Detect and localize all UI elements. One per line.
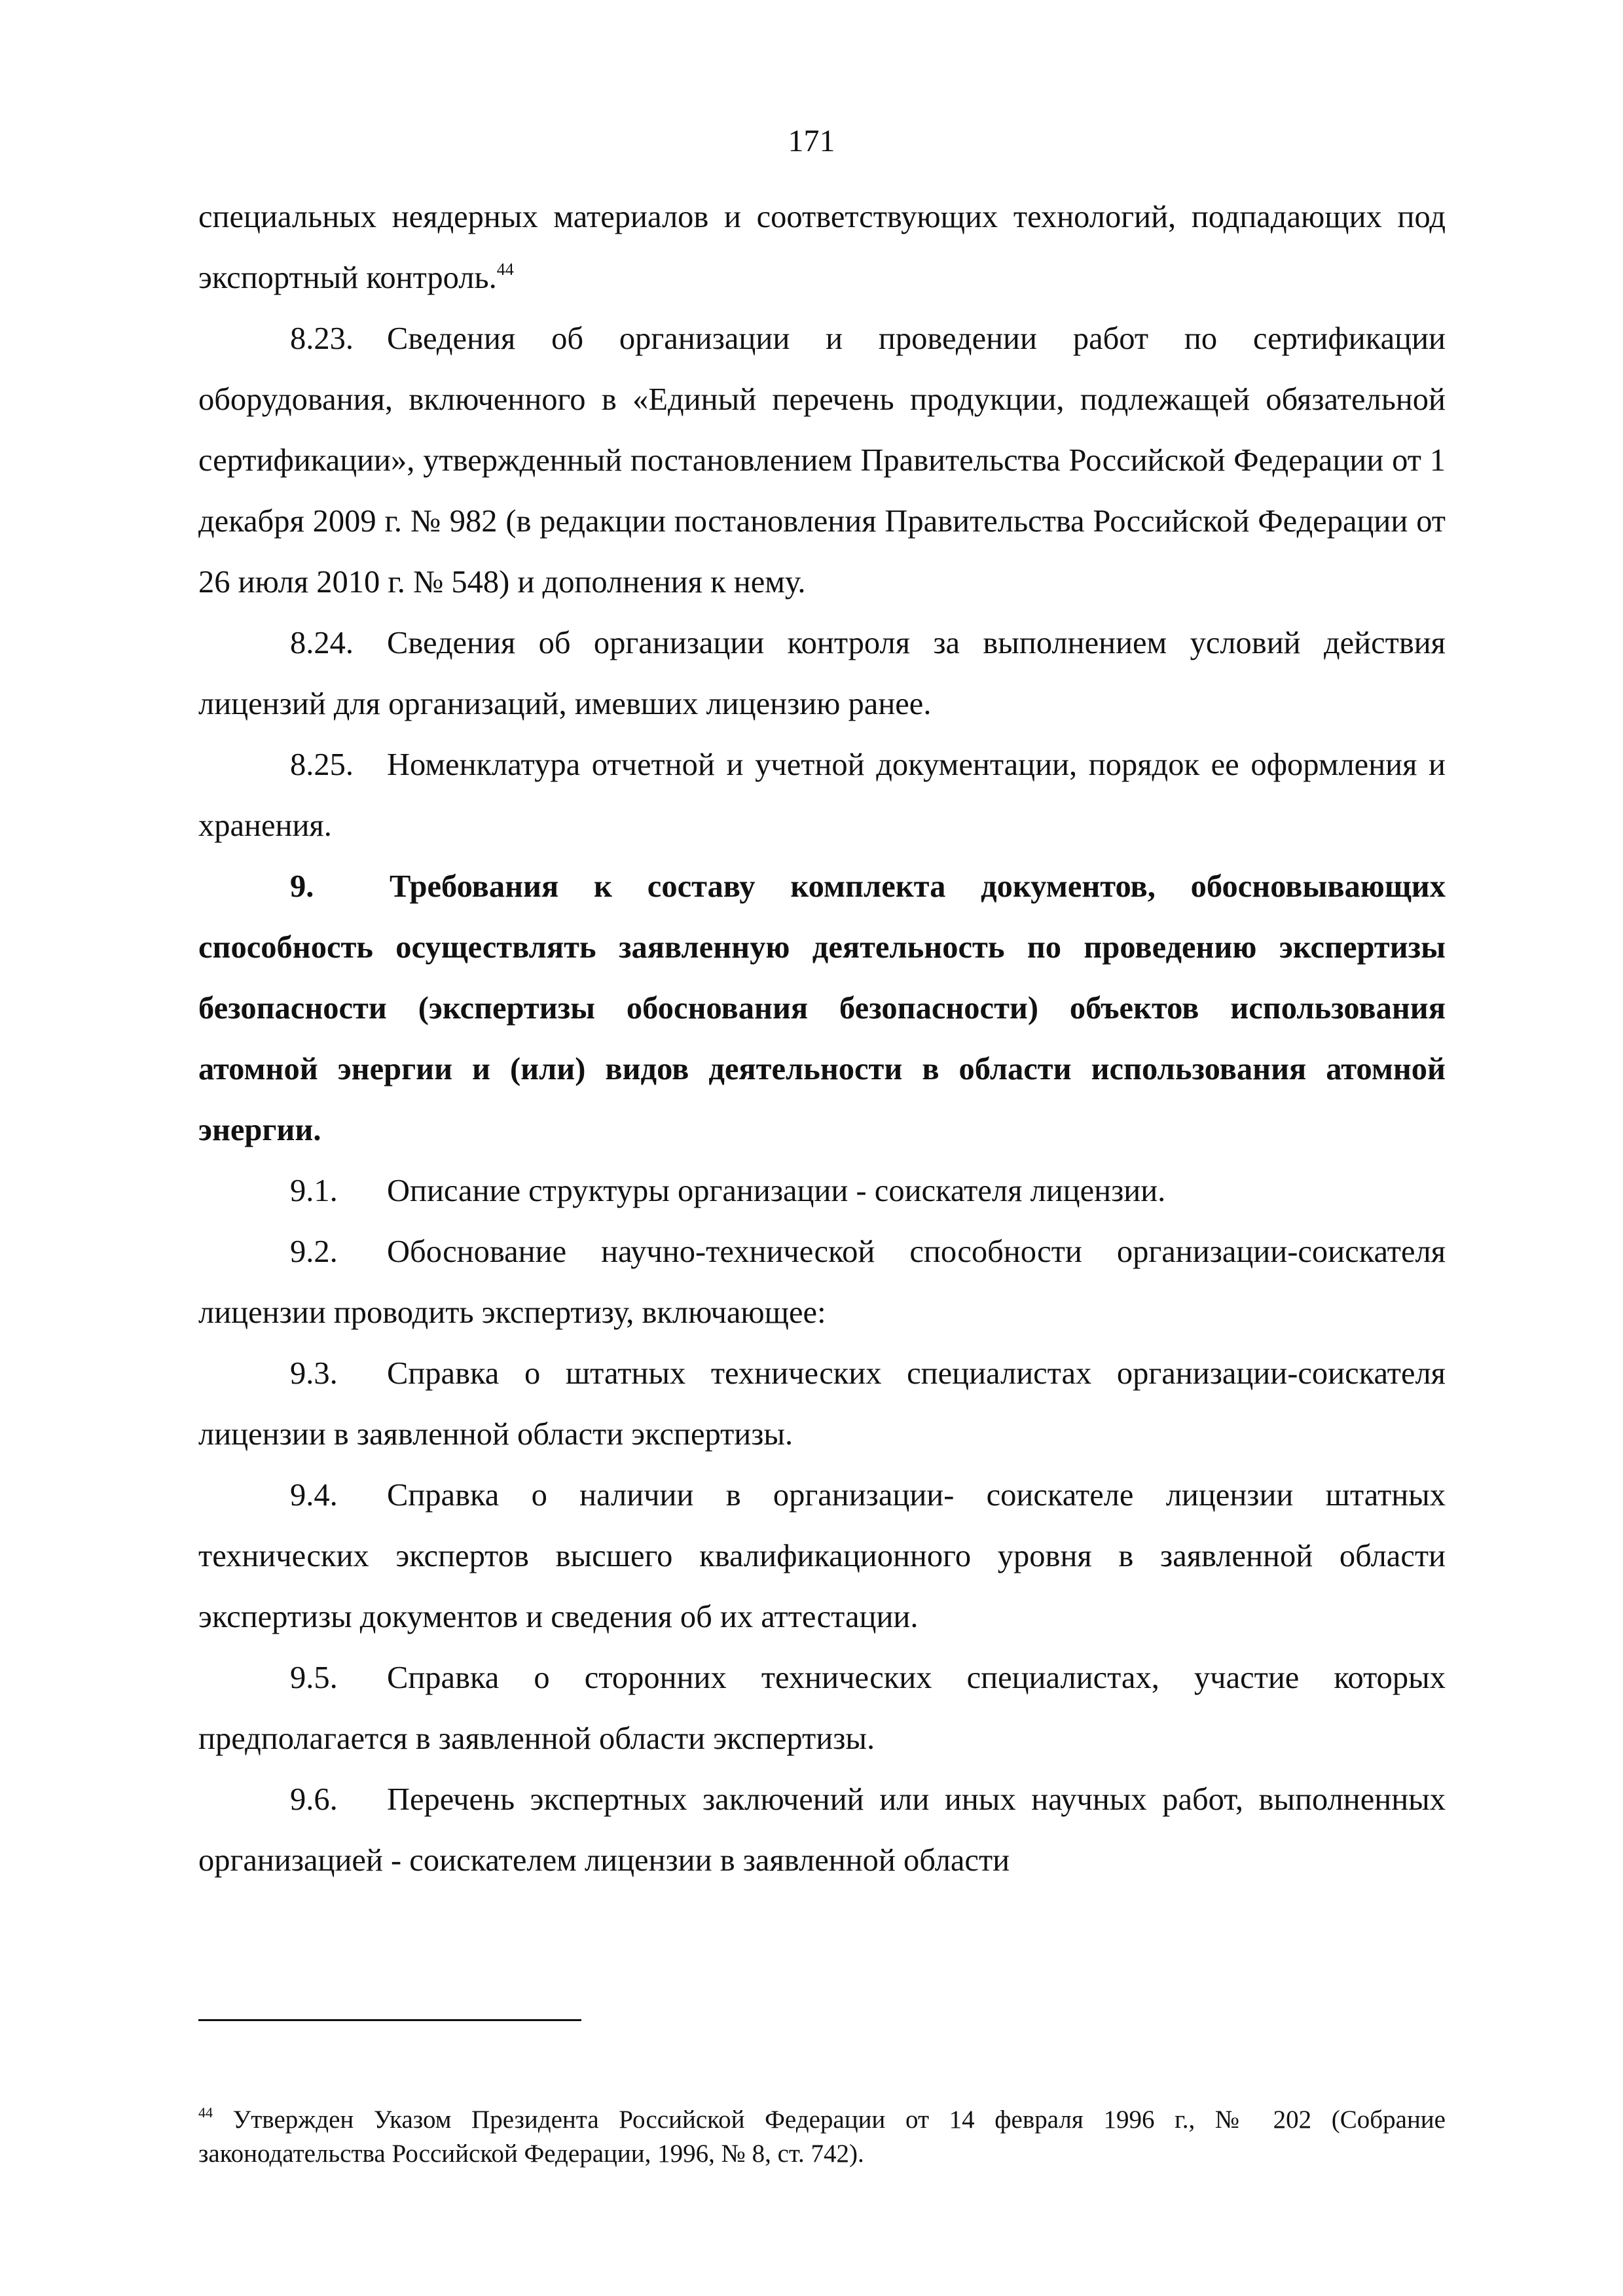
paragraph-number: 9.3. [290,1356,338,1391]
paragraph-text: специальных неядерных материалов и соответствующих технологий, подпадающих под экспортный контроль. [198,200,1446,295]
paragraph-text: Сведения об организации и проведении работ по сертификации оборудования, включенного в «Единый перечень продукции, подлежащей обязательной сертификации», утвержденный постановлением Правительства Российской Федерации от 1 декабря 2009 г. № 982 (в редакции постановления Правительства Российской Федерации от 26 июля 2010 г. № 548) и дополнения к нему. [198,321,1446,600]
paragraph-text: Описание структуры организации - соискателя лицензии. [387,1174,1166,1208]
paragraph-9-6 [198,1769,1446,1891]
paragraph-text: Номенклатура отчетной и учетной документации, порядок ее оформления и хранения. [198,747,1446,843]
paragraph-number: 9.4. [290,1478,338,1513]
paragraph-9-4 [198,1465,1446,1647]
section-heading-text: Требования к составу комплекта документов, обосновывающих способность осуществлять заявленную деятельность по проведению экспертизы безопасности (экспертизы обоснования безопасности) объектов использования атомной энергии и (или) видов деятельности в области использования атомной энергии. [198,869,1446,1147]
paragraph-text: Справка о наличии в организации- соискателе лицензии штатных технических экспертов высшего квалификационного уровня в заявленной области экспертизы документов и сведения об их аттестации. [198,1478,1446,1634]
section-heading-9 [198,856,1446,1160]
paragraph-9-1 [198,1160,1446,1221]
paragraph-text: Обоснование научно-технической способности организации-соискателя лицензии проводить экспертизу, включающее: [198,1234,1446,1330]
section-number: 9. [290,869,314,904]
paragraph-8-25 [198,734,1446,856]
footnote-divider [198,2019,581,2021]
paragraph-text: Справка о штатных технических специалистах организации-соискателя лицензии в заявленной области экспертизы. [198,1356,1446,1452]
paragraph-9-5 [198,1647,1446,1769]
footnote-text: Утвержден Указом Президента Российской Федерации от 14 февраля 1996 г., № 202 (Собрание законодательства Российской Федерации, 1996, № 8, ст. 742). [198,2106,1446,2168]
paragraph-9-3 [198,1343,1446,1465]
paragraph-continuation [198,187,1446,308]
paragraph-number: 8.25. [290,747,354,782]
paragraph-8-24 [198,613,1446,734]
footnote [198,2103,1446,2171]
document-body [198,187,1446,1891]
footnote-marker: 44 [198,2104,213,2121]
paragraph-number: 8.23. [290,321,354,356]
paragraph-number: 9.5. [290,1660,338,1695]
page-number: 171 [788,124,835,158]
paragraph-text: Справка о сторонних технических специалистах, участие которых предполагается в заявленной области экспертизы. [198,1660,1446,1756]
paragraph-number: 9.1. [290,1174,338,1208]
paragraph-8-23 [198,308,1446,613]
paragraph-number: 9.6. [290,1782,338,1817]
paragraph-number: 8.24. [290,626,354,660]
paragraph-text: Перечень экспертных заключений или иных научных работ, выполненных организацией - соискателем лицензии в заявленной области [198,1782,1446,1878]
footnote-reference: 44 [496,260,514,279]
paragraph-number: 9.2. [290,1234,338,1269]
paragraph-9-2 [198,1221,1446,1343]
paragraph-text: Сведения об организации контроля за выполнением условий действия лицензий для организаций, имевших лицензию ранее. [198,626,1446,721]
